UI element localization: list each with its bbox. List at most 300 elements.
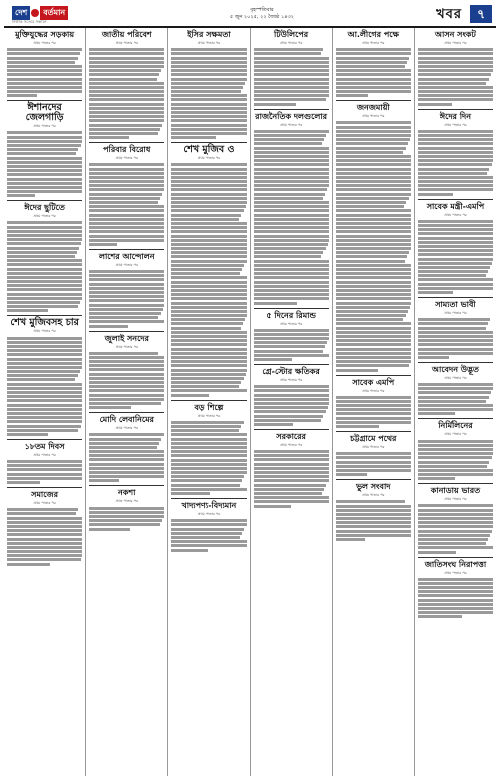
article-continuation: প্রথম পাতার পর [279, 378, 303, 382]
body-text-line [7, 284, 82, 287]
body-text-line [89, 218, 164, 221]
article-headline[interactable]: সমাজের [31, 490, 58, 499]
body-text-line [418, 232, 493, 235]
article-continuation: প্রথম পাতার পর [362, 114, 385, 119]
body-text-line [171, 438, 246, 441]
body-text-line [418, 86, 493, 89]
body-text-line [336, 469, 411, 472]
body-text-line [336, 425, 380, 428]
body-text-line [418, 603, 493, 606]
body-text-line [336, 310, 408, 313]
body-text-line [254, 142, 322, 145]
body-text-line [7, 173, 82, 176]
body-text-line [254, 163, 329, 166]
body-text-line [89, 523, 160, 526]
body-text-line [89, 433, 163, 436]
article-headline[interactable]: সরকারের [276, 431, 306, 441]
body-text-line [89, 226, 164, 229]
body-text-line [7, 374, 78, 377]
body-text-line [89, 90, 164, 93]
body-text-line [336, 327, 411, 330]
article-divider [418, 199, 493, 200]
body-text-line [254, 329, 329, 332]
body-text-line [254, 500, 329, 503]
body-text-line [336, 352, 411, 355]
article-headline[interactable]: রাজনৈতিক দলগুলোর [255, 111, 328, 121]
body-text-line [7, 341, 82, 344]
body-text-line [336, 293, 411, 296]
body-text-line [171, 463, 246, 466]
article-headline[interactable]: কানাডায় ভারত [430, 486, 481, 496]
article-headline[interactable]: ভুল সংবাদ [356, 482, 391, 492]
article-headline[interactable]: নির্মিলিনের [438, 421, 473, 431]
body-text-line [7, 345, 82, 348]
article-headline[interactable]: শেখ মুজিব ও [183, 144, 235, 156]
article-headline[interactable]: ৫ দিনের রিমান্ড [266, 310, 316, 320]
article-divider [171, 400, 246, 401]
article-continuation: প্রথম পাতার পর [444, 212, 467, 217]
article-headline[interactable]: আবেদন উদ্ভূত [432, 364, 479, 374]
article-body [171, 519, 246, 551]
article-headline[interactable]: ইসির সক্ষমতা [187, 30, 231, 39]
body-text-line [7, 387, 82, 390]
body-text-line [254, 172, 329, 175]
body-text-line [89, 389, 164, 392]
article-body [89, 270, 164, 327]
body-text-line [418, 291, 453, 294]
article-divider [418, 557, 493, 558]
body-text-line [418, 52, 493, 55]
body-text-line [7, 554, 82, 557]
body-text-line [418, 134, 493, 137]
body-text-line [171, 230, 246, 233]
body-text-line [7, 460, 82, 463]
body-text-line [89, 69, 161, 72]
article-headline[interactable]: পরিবার বিরোধ [103, 145, 151, 155]
body-text-line [89, 61, 164, 64]
body-text-line [171, 327, 240, 330]
article-body [418, 440, 493, 481]
article-headline[interactable]: সাবেক এমপি [352, 377, 395, 387]
body-text-line [7, 429, 78, 432]
body-text-line [418, 542, 486, 545]
body-text-line [171, 360, 246, 363]
body-text-line [336, 239, 411, 242]
body-text-line [254, 479, 329, 482]
body-text-line [254, 264, 329, 267]
article-headline[interactable]: টিউলিপের [274, 30, 309, 39]
body-text-line [418, 98, 493, 101]
article-headline[interactable]: মোদি লেবানিমের [99, 415, 154, 425]
article-headline[interactable]: বড় শিল্পে [194, 402, 224, 412]
body-text-line [418, 452, 493, 455]
body-text-line [7, 521, 82, 524]
article-body [254, 385, 329, 426]
body-text-line [89, 278, 164, 281]
body-text-line [418, 258, 493, 261]
body-text-line [254, 201, 329, 204]
body-text-line [7, 57, 78, 60]
body-text-line [171, 115, 246, 118]
body-text-line [336, 188, 411, 191]
body-text-line [171, 289, 246, 292]
article-headline[interactable]: আসন সংকট [435, 30, 476, 39]
article-headline[interactable]: গ্রে-স্টোর ক্ষতিকর [262, 367, 320, 376]
body-text-line [171, 314, 246, 317]
body-text-line [336, 513, 411, 516]
body-text-line [254, 147, 329, 150]
body-text-line [89, 394, 164, 397]
body-text-line [171, 272, 239, 275]
body-text-line [254, 281, 329, 284]
article-headline[interactable]: চট্টগ্রামে পথের [350, 434, 397, 443]
body-text-line [418, 322, 488, 325]
body-text-line [418, 335, 493, 338]
body-text-line [7, 136, 82, 139]
body-text-line [336, 417, 411, 420]
body-text-line [336, 364, 409, 367]
body-text-line [254, 193, 325, 196]
body-text-line [89, 124, 162, 127]
body-text-line [336, 184, 411, 187]
article-headline[interactable]: জুলাই সনদের [104, 333, 149, 343]
body-text-line [89, 52, 164, 55]
body-text-line [254, 48, 324, 51]
body-text-line [418, 461, 489, 464]
body-text-line [89, 352, 158, 355]
body-text-line [7, 288, 82, 291]
article-headline[interactable]: জনজমায়ী [356, 103, 390, 113]
body-text-line [7, 263, 82, 266]
article-body [336, 452, 411, 476]
body-text-line [254, 168, 329, 171]
body-text-line [171, 467, 246, 470]
body-text-line [89, 312, 160, 315]
body-text-line [171, 52, 246, 55]
body-text-line [336, 525, 411, 528]
body-text-line [418, 534, 490, 537]
body-text-line [89, 438, 161, 441]
article-body [336, 121, 411, 371]
article-headline[interactable]: ঈদের ছুটিতে [24, 203, 65, 213]
article-headline[interactable]: নকশা [118, 488, 136, 498]
body-text-line [7, 230, 82, 233]
body-text-line [89, 65, 163, 68]
body-text-line [89, 188, 164, 191]
body-text-line [336, 456, 411, 459]
article-divider [418, 297, 493, 298]
body-text-line [7, 391, 82, 394]
body-text-line [336, 138, 410, 141]
body-text-line [7, 73, 82, 76]
body-text-line [254, 276, 329, 279]
body-text-line [336, 73, 411, 76]
body-text-line [418, 90, 493, 93]
article-headline[interactable]: ঈশানদের জেলগাড়ি [25, 102, 64, 124]
article-continuation: প্রথম পাতার পর [279, 122, 303, 127]
body-text-line [7, 349, 82, 352]
body-text-line [171, 86, 242, 89]
article-divider [418, 109, 493, 110]
body-text-line [336, 260, 405, 263]
article-body [418, 383, 493, 415]
body-text-line [89, 320, 164, 323]
body-text-line [7, 508, 78, 511]
body-text-line [336, 82, 411, 85]
body-text-line [7, 370, 80, 373]
body-text-line [171, 532, 242, 535]
body-text-line [171, 103, 246, 106]
body-text-line [7, 404, 82, 407]
body-text-line [254, 82, 329, 85]
article-body [418, 318, 493, 359]
body-text-line [336, 356, 411, 359]
body-text-line [336, 90, 411, 93]
article-columns [4, 28, 496, 776]
body-text-line [418, 339, 493, 342]
body-text-line [171, 549, 208, 552]
article-headline[interactable]: মুক্তিযুদ্ধের সড়কায় [15, 30, 75, 39]
body-text-line [7, 148, 78, 151]
body-text-line [171, 450, 246, 453]
body-text-line [254, 222, 329, 225]
body-text-line [336, 339, 411, 342]
body-text-line [418, 283, 493, 286]
logo-dot-icon [31, 9, 39, 17]
body-text-line [418, 193, 453, 196]
article-body [418, 504, 493, 553]
body-text-line [89, 136, 129, 139]
body-text-line [254, 358, 293, 361]
body-text-line [254, 423, 293, 426]
article-continuation: প্রথম পাতার পর [33, 501, 56, 505]
article-continuation: প্রথম পাতার পর [444, 311, 467, 315]
body-text-line [418, 262, 492, 265]
body-text-line [7, 131, 82, 134]
body-text-line [89, 515, 164, 518]
body-text-line [7, 383, 82, 386]
body-text-line [336, 176, 411, 179]
news-column [4, 28, 86, 776]
body-text-line [89, 385, 164, 388]
body-text-line [89, 214, 164, 217]
body-text-line [418, 465, 487, 468]
body-text-line [418, 586, 493, 589]
article-headline[interactable]: খাদ্যপণ্য-বিদ্যমান [181, 501, 237, 510]
body-text-line [171, 48, 246, 51]
body-text-line [171, 180, 246, 183]
body-text-line [254, 94, 329, 97]
body-text-line [418, 538, 488, 541]
article-continuation: প্রথম পাতার পর [362, 445, 385, 449]
body-text-line [89, 184, 164, 187]
body-text-line [89, 454, 164, 457]
article-headline[interactable]: জাতীয় পরিবেশ [101, 30, 152, 39]
body-text-line [254, 484, 327, 487]
article-divider [254, 308, 329, 309]
body-text-line [418, 61, 493, 64]
body-text-line [171, 339, 246, 342]
body-text-line [254, 333, 329, 336]
body-text-line [254, 406, 328, 409]
body-text-line [336, 331, 411, 334]
body-text-line [418, 94, 493, 97]
body-text-line [7, 301, 80, 304]
body-text-line [336, 500, 405, 503]
body-text-line [171, 306, 246, 309]
body-text-line [336, 121, 411, 124]
body-text-line [7, 558, 81, 561]
article-headline[interactable]: লাশের আন্দোলন [99, 251, 155, 261]
body-text-line [171, 479, 242, 482]
body-text-line [336, 69, 411, 72]
body-text-line [336, 360, 411, 363]
body-text-line [418, 356, 449, 359]
body-text-line [336, 322, 411, 325]
article-headline[interactable]: শেখ মুজিবসহ চার [10, 317, 79, 329]
body-text-line [7, 433, 48, 436]
body-text-line [89, 381, 164, 384]
article-headline[interactable]: জাতিসংঘ নিরাপত্তা [424, 559, 487, 569]
body-text-line [7, 94, 37, 97]
body-text-line [254, 394, 329, 397]
body-text-line [171, 128, 246, 131]
body-text-line [89, 270, 164, 273]
article-continuation: প্রথম পাতার পর [279, 442, 303, 447]
body-text-line [418, 318, 490, 321]
body-text-line [336, 297, 411, 300]
body-text-line [418, 352, 493, 355]
body-text-line [89, 316, 158, 319]
body-text-line [171, 488, 246, 491]
body-text-line [336, 218, 411, 221]
article-body [89, 48, 164, 139]
body-text-line [254, 205, 329, 208]
body-text-line [171, 544, 246, 547]
body-text-line [418, 176, 493, 179]
body-text-line [336, 264, 411, 267]
body-text-line [7, 165, 82, 168]
body-text-line [418, 249, 493, 252]
body-text-line [89, 479, 119, 482]
article-divider [89, 331, 164, 332]
body-text-line [7, 178, 82, 181]
body-text-line [89, 230, 164, 233]
body-text-line [171, 446, 246, 449]
article-continuation: প্রথম পাতার পর [444, 570, 467, 575]
body-text-line [7, 140, 82, 143]
body-text-line [89, 450, 164, 453]
article-divider [89, 485, 164, 486]
article-body [89, 163, 164, 246]
body-text-line [418, 237, 493, 240]
body-text-line [418, 546, 493, 549]
article-body [7, 337, 82, 436]
body-text-line [89, 119, 164, 122]
body-text-line [7, 546, 82, 549]
body-text-line [418, 477, 455, 480]
body-text-line [254, 243, 328, 246]
article-headline[interactable]: আ.লীগের পক্ষে [347, 30, 399, 39]
article-body [7, 460, 82, 484]
body-text-line [336, 193, 411, 196]
body-text-line [418, 327, 486, 330]
article-headline[interactable]: সাবেক মন্ত্রী-এমপি [426, 201, 485, 211]
body-text-line [171, 536, 239, 539]
body-text-line [336, 530, 411, 533]
body-text-line [418, 444, 493, 447]
body-text-line [418, 48, 493, 51]
body-text-line [336, 285, 411, 288]
body-text-line [254, 239, 329, 242]
body-text-line [7, 408, 82, 411]
body-text-line [171, 377, 243, 380]
body-text-line [254, 496, 329, 499]
body-text-line [254, 289, 329, 292]
body-text-line [7, 52, 80, 55]
body-text-line [7, 399, 82, 402]
body-text-line [418, 348, 493, 351]
body-text-line [89, 377, 164, 380]
body-text-line [418, 513, 493, 516]
body-text-line [171, 82, 245, 85]
body-text-line [171, 119, 246, 122]
body-text-line [254, 151, 329, 154]
body-text-line [418, 615, 462, 618]
article-continuation: প্রথম পাতার পর [362, 388, 385, 393]
body-text-line [171, 184, 246, 187]
body-text-line [7, 481, 40, 484]
page-number: ৭ [470, 5, 492, 23]
body-text-line [336, 452, 411, 455]
body-text-line [418, 159, 493, 162]
article-divider [254, 109, 329, 110]
body-text-line [7, 533, 82, 536]
body-text-line [418, 266, 490, 269]
body-text-line [171, 352, 246, 355]
article-continuation: প্রথম পাতার পর [33, 124, 56, 129]
body-text-line [336, 172, 411, 175]
article-headline[interactable]: সাম্যতা ভাবী [435, 300, 476, 309]
body-text-line [89, 82, 164, 85]
body-text-line [171, 322, 242, 325]
body-text-line [418, 172, 487, 175]
body-text-line [171, 136, 216, 139]
body-text-line [336, 243, 411, 246]
body-text-line [89, 446, 157, 449]
body-text-line [336, 94, 368, 97]
article-headline[interactable]: ঈদের দিন [439, 111, 471, 121]
body-text-line [7, 272, 82, 275]
article-divider [7, 487, 82, 488]
body-text-line [89, 356, 164, 359]
body-text-line [171, 356, 246, 359]
body-text-line [7, 542, 82, 545]
logo-left: দেশ [12, 6, 30, 20]
body-text-line [254, 214, 329, 217]
body-text-line [418, 188, 493, 191]
article-headline[interactable]: ১৮তম দিবস [24, 441, 65, 451]
body-text-line [89, 274, 164, 277]
body-text-line [254, 226, 329, 229]
article-divider [418, 418, 493, 419]
body-text-line [171, 69, 246, 72]
body-text-line [7, 353, 82, 356]
body-text-line [7, 144, 81, 147]
body-text-line [336, 230, 411, 233]
body-text-line [254, 467, 329, 470]
body-text-line [89, 458, 164, 461]
